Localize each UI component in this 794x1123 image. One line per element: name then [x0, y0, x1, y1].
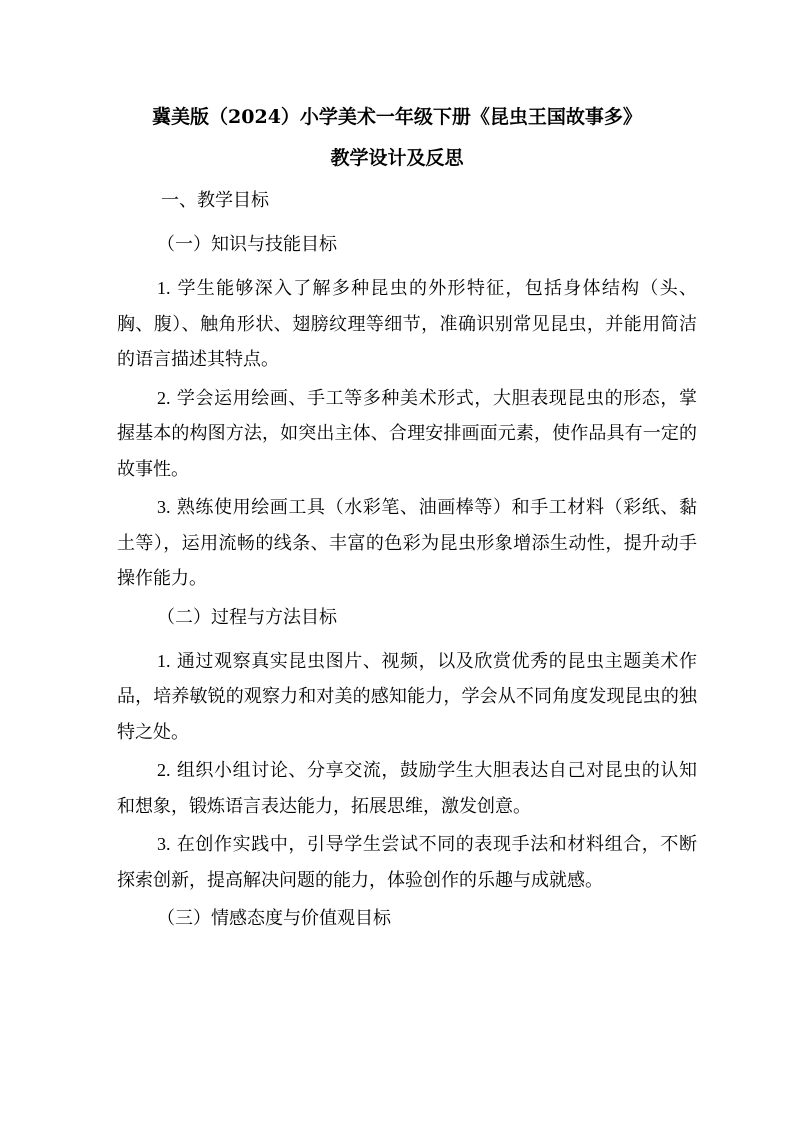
- item-text: 组织小组讨论、分享交流，鼓励学生大胆表达自己对昆虫的认知和想象，锻炼语言表达能力，拓展思维，激发创意。: [117, 760, 697, 817]
- item-text: 通过观察真实昆虫图片、视频，以及欣赏优秀的昆虫主题美术作品，培养敏锐的观察力和对美的感知能力，学会从不同角度发现昆虫的独特之处。: [117, 650, 697, 743]
- document-title: 冀美版（2024）小学美术一年级下册《昆虫王国故事多》: [152, 106, 642, 128]
- section-heading-teaching-goals: 一、教学目标: [161, 190, 269, 211]
- list-item: [117, 753, 697, 824]
- item-number: 2.: [157, 387, 171, 408]
- document-subtitle: 教学设计及反思: [330, 147, 464, 169]
- subheading-process-methods: （二）过程与方法目标: [157, 606, 337, 628]
- item-number: 1.: [157, 650, 171, 671]
- item-text: 熟练使用绘画工具（水彩笔、油画棒等）和手工材料（彩纸、黏土等），运用流畅的线条、丰富的色彩为昆虫形象增添生动性，提升动手操作能力。: [117, 497, 697, 589]
- item-number: 1.: [157, 278, 171, 298]
- list-item: [117, 271, 697, 378]
- item-text: 学会运用绘画、手工等多种美术形式，大胆表现昆虫的形态，掌握基本的构图方法，如突出主体、合理安排画面元素，使作品具有一定的故事性。: [117, 387, 697, 480]
- item-number: 3.: [157, 834, 171, 854]
- list-item: [117, 490, 697, 597]
- item-number: 2.: [157, 760, 171, 780]
- document-body: [117, 189, 697, 951]
- item-number: 3.: [157, 497, 171, 517]
- list-item: [117, 381, 697, 488]
- list-item: [117, 644, 697, 751]
- subheading-knowledge-skills: （一）知识与技能目标: [157, 234, 337, 255]
- list-item: [117, 827, 697, 898]
- item-text: 在创作实践中，引导学生尝试不同的表现手法和材料组合，不断探索创新，提高解决问题的能力，体验创作的乐趣与成就感。: [117, 834, 697, 891]
- subheading-emotion-values: （三）情感态度与价值观目标: [157, 908, 391, 929]
- item-text: 学生能够深入了解多种昆虫的外形特征，包括身体结构（头、胸、腹）、触角形状、翅膀纹理等细节，准确识别常见昆虫，并能用简洁的语言描述其特点。: [117, 278, 697, 370]
